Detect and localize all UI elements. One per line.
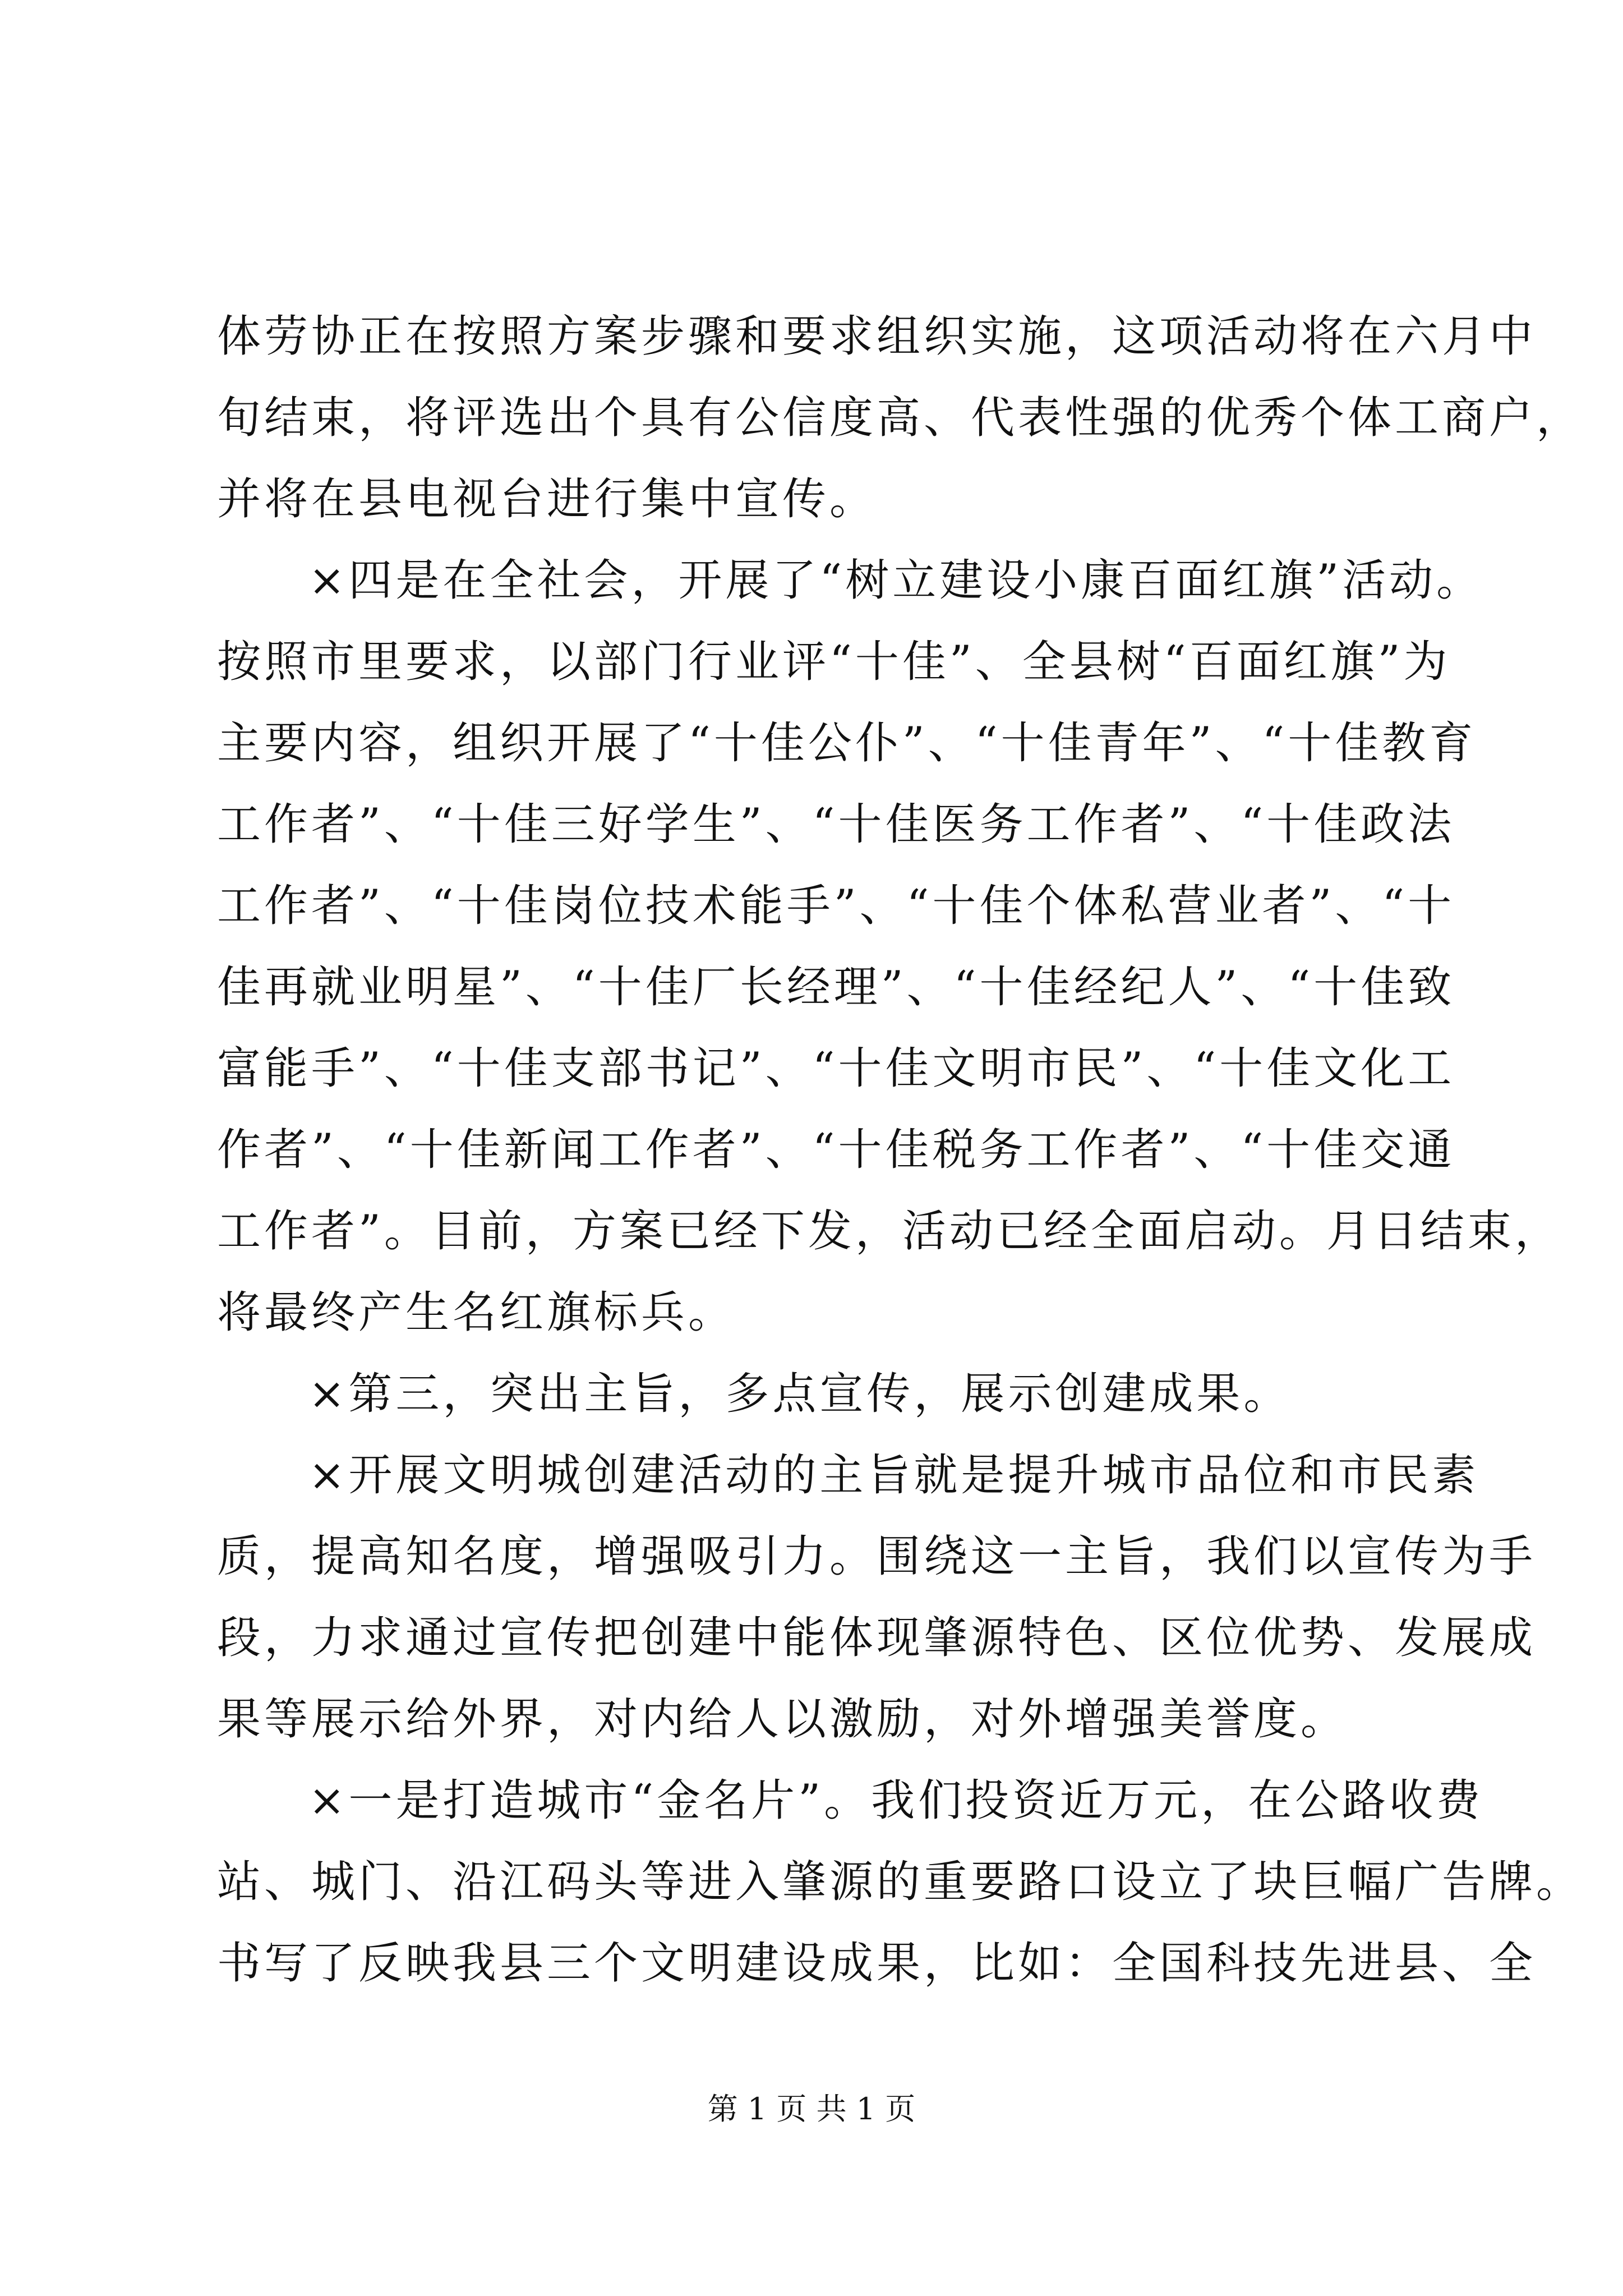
section-heading: ×第三，突出主旨，多点宣传，展示创建成果。 (308, 1369, 1291, 1419)
text-line: 果等展示给外界，对内给人以激励，对外增强美誉度。 (217, 1694, 1348, 1745)
paragraph-first-line: ×一是打造城市“金名片”。我们投资近万元，在公路收费 (308, 1775, 1484, 1826)
text-line: 将最终产生名红旗标兵。 (217, 1287, 736, 1338)
text-line: 按照市里要求，以部门行业评“十佳”、全县树“百面红旗”为 (217, 637, 1451, 687)
text-line: 书写了反映我县三个文明建设成果，比如：全国科技先进县、全 (217, 1938, 1537, 1989)
text-line: 工作者”。目前，方案已经下发，活动已经全面启动。月日结束， (217, 1206, 1562, 1257)
text-line: 工作者”、“十佳三好学生”、“十佳医务工作者”、“十佳政法 (217, 799, 1455, 850)
paragraph-first-line: ×开展文明城创建活动的主旨就是提升城市品位和市民素 (308, 1450, 1479, 1501)
text-line: 工作者”、“十佳岗位技术能手”、“十佳个体私营业者”、“十 (217, 881, 1455, 931)
paragraph-first-line: ×四是在全社会，开展了“树立建设小康百面红旗”活动。 (308, 555, 1484, 606)
text-line: 站、城门、沿江码头等进入肇源的重要路口设立了块巨幅广告牌。 (217, 1857, 1584, 1907)
text-line: 富能手”、“十佳支部书记”、“十佳文明市民”、“十佳文化工 (217, 1043, 1455, 1094)
page-footer: 第 1 页 共 1 页 (707, 2091, 916, 2127)
text-line: 并将在县电视台进行集中宣传。 (217, 474, 877, 524)
text-line: 段，力求通过宣传把创建中能体现肇源特色、区位优势、发展成 (217, 1613, 1537, 1663)
text-line: 主要内容，组织开展了“十佳公仆”、“十佳青年”、“十佳教育 (217, 718, 1477, 769)
text-line: 作者”、“十佳新闻工作者”、“十佳税务工作者”、“十佳交通 (217, 1125, 1455, 1175)
text-line: 佳再就业明星”、“十佳厂长经理”、“十佳经纪人”、“十佳致 (217, 962, 1455, 1013)
text-line: 体劳协正在按照方案步骤和要求组织实施，这项活动将在六月中 (217, 311, 1537, 362)
text-line: 旬结束，将评选出个具有公信度高、代表性强的优秀个体工商户， (217, 393, 1584, 443)
text-line: 质，提高知名度，增强吸引力。围绕这一主旨，我们以宣传为手 (217, 1531, 1537, 1582)
